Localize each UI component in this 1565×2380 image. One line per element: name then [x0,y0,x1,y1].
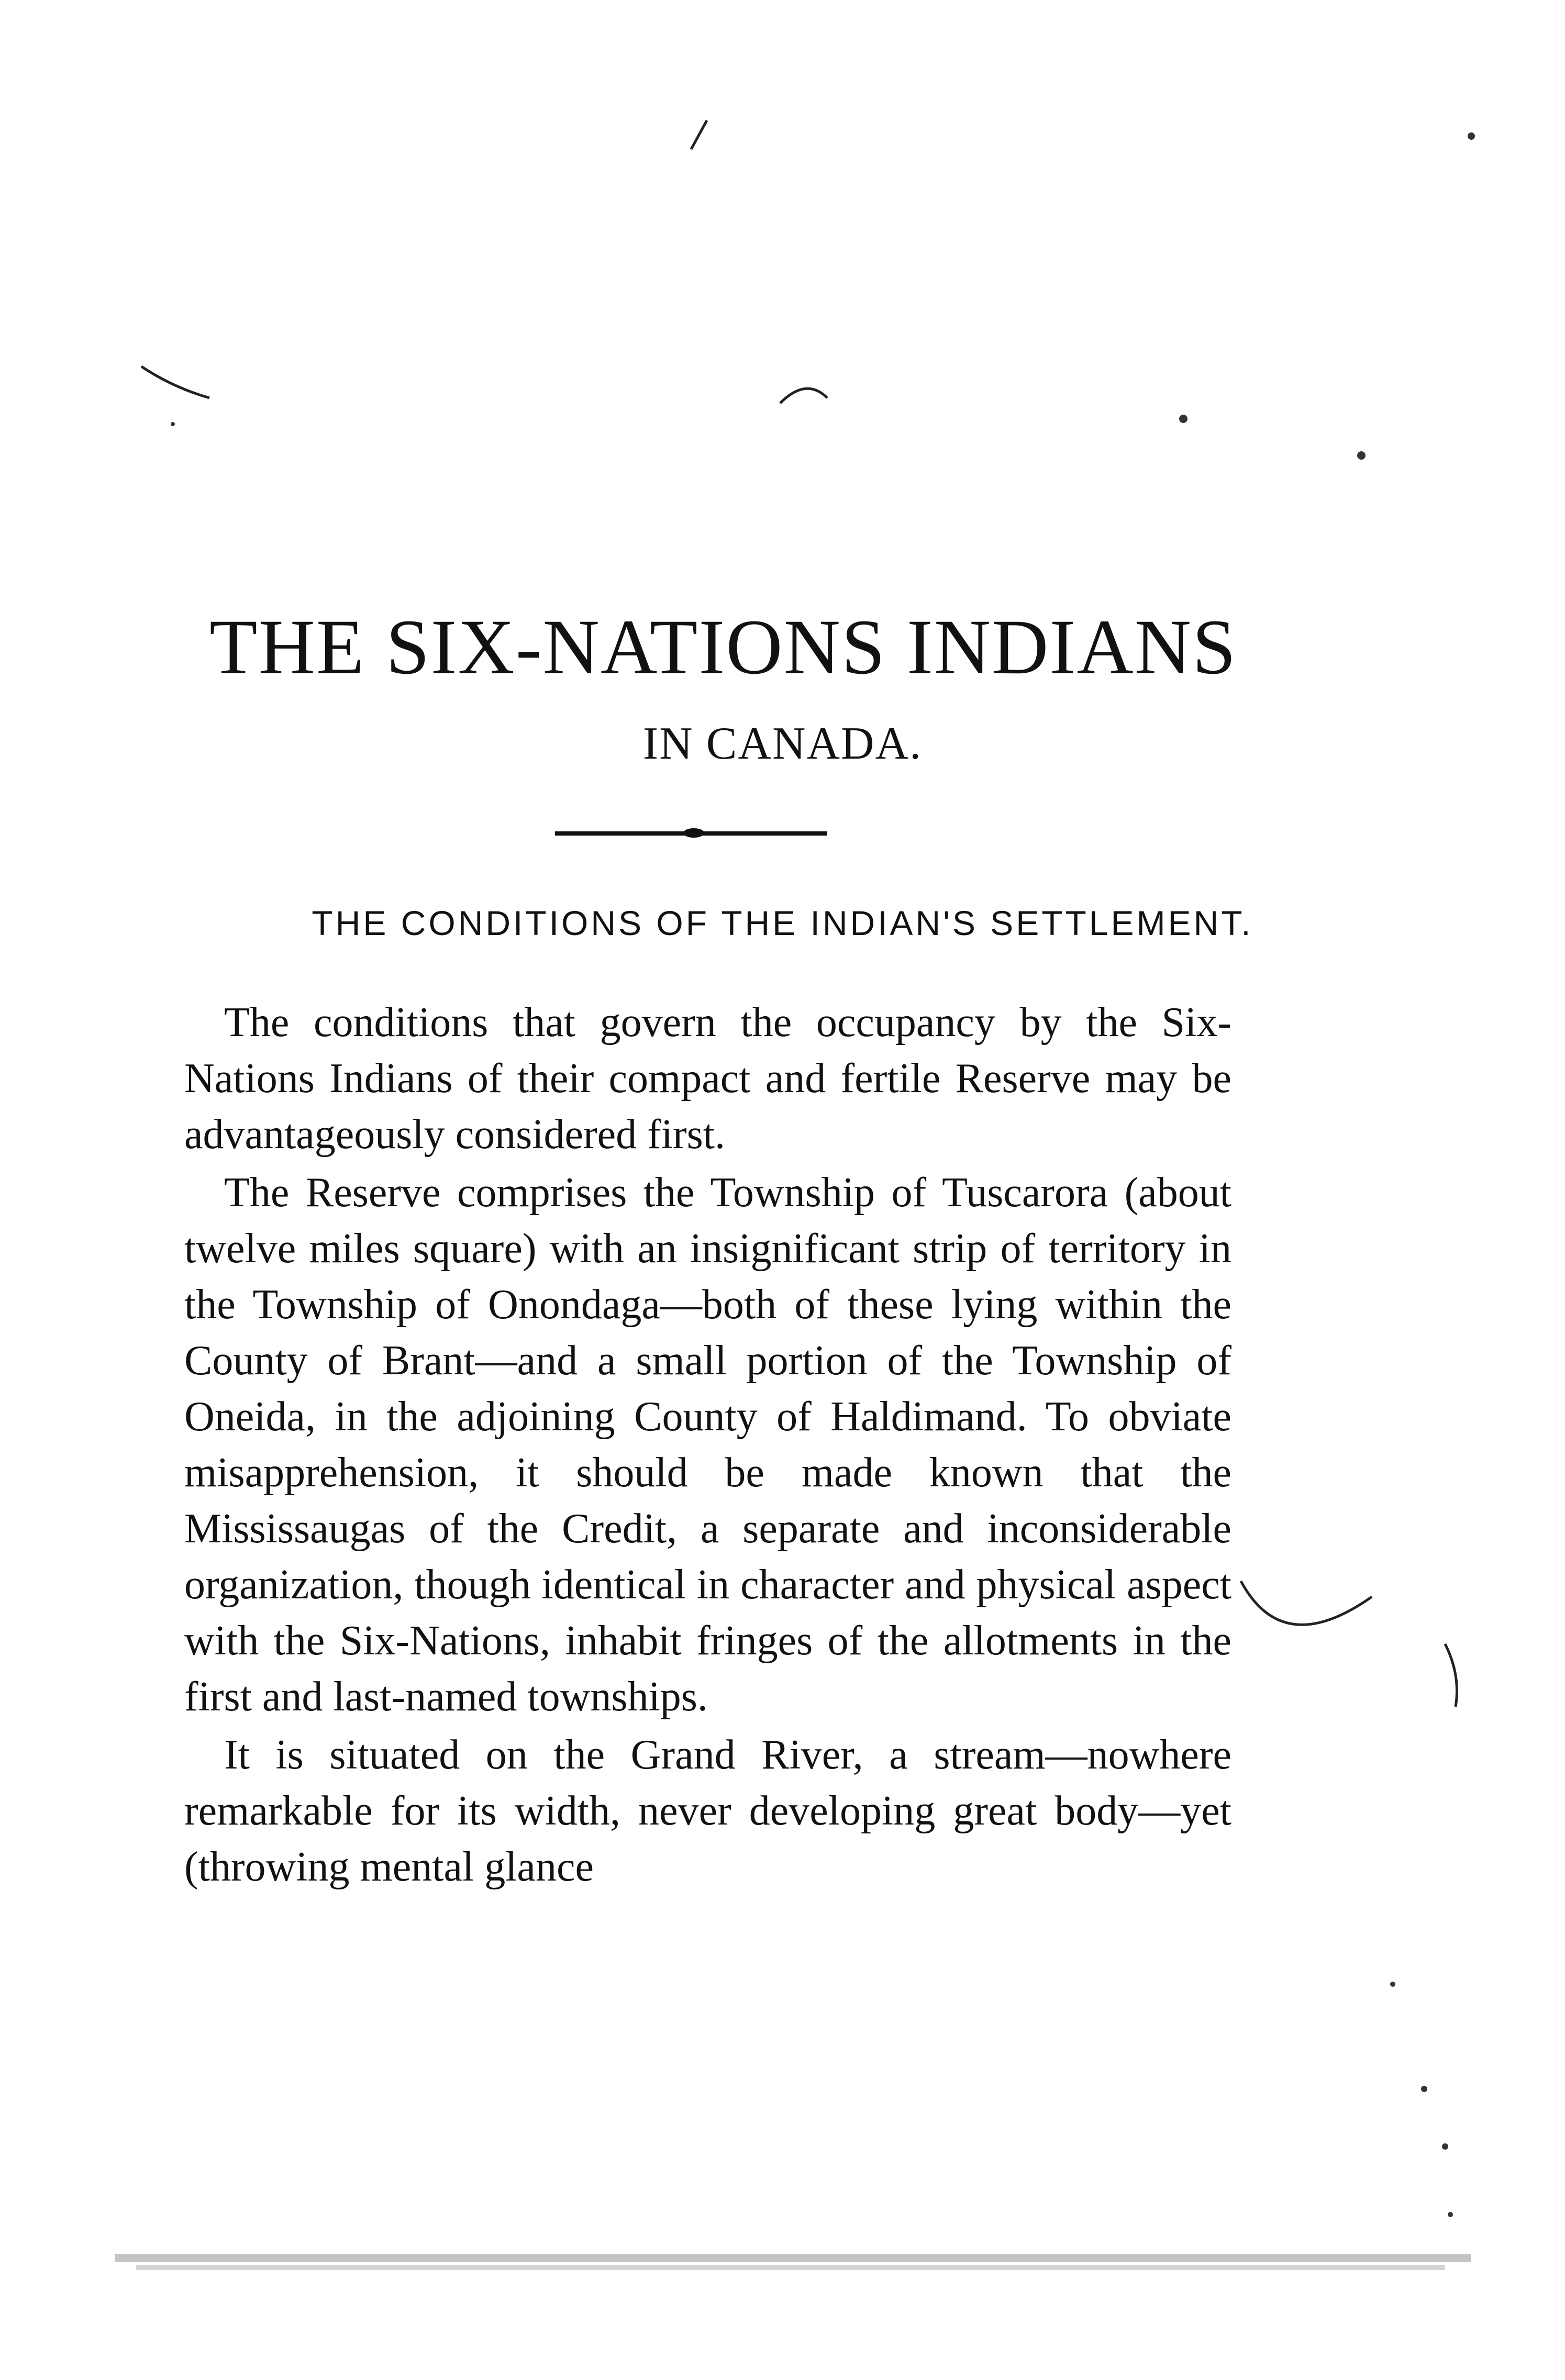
rule-ornament-icon [683,828,704,838]
page-title: THE SIX-NATIONS INDIANS [209,604,1237,691]
body-text [184,995,1231,1895]
paragraph-1: The conditions that govern the occupancy by the Six-Nations Indians of their compact and fertile Reserve may be advantageously considered first. [184,999,1231,1158]
section-heading: THE CONDITIONS OF THE INDIAN'S SETTLEMENT. [312,904,1253,942]
paragraph-2: The Reserve comprises the Township of Tuscarora (about twelve miles square) with an insignificant strip of territory in the Township of Onondaga—both of these lying within the County of Brant—and a small portion of the Township of Oneida, in the adjoining County of Haldimand. To obviate misapprehension, it should be made known that the Mississaugas of the Credit, a separate and inconsiderable organization, though identical in character and physical aspect with the Six-Nations, inhabit fringes of the allotments in the first and last-named townships. [184,1170,1231,1720]
paragraph-3: It is situated on the Grand River, a stream—nowhere remarkable for its width, never developing great body—yet (throwing mental glance [184,1732,1231,1890]
page-subtitle: IN CANADA. [642,718,923,769]
